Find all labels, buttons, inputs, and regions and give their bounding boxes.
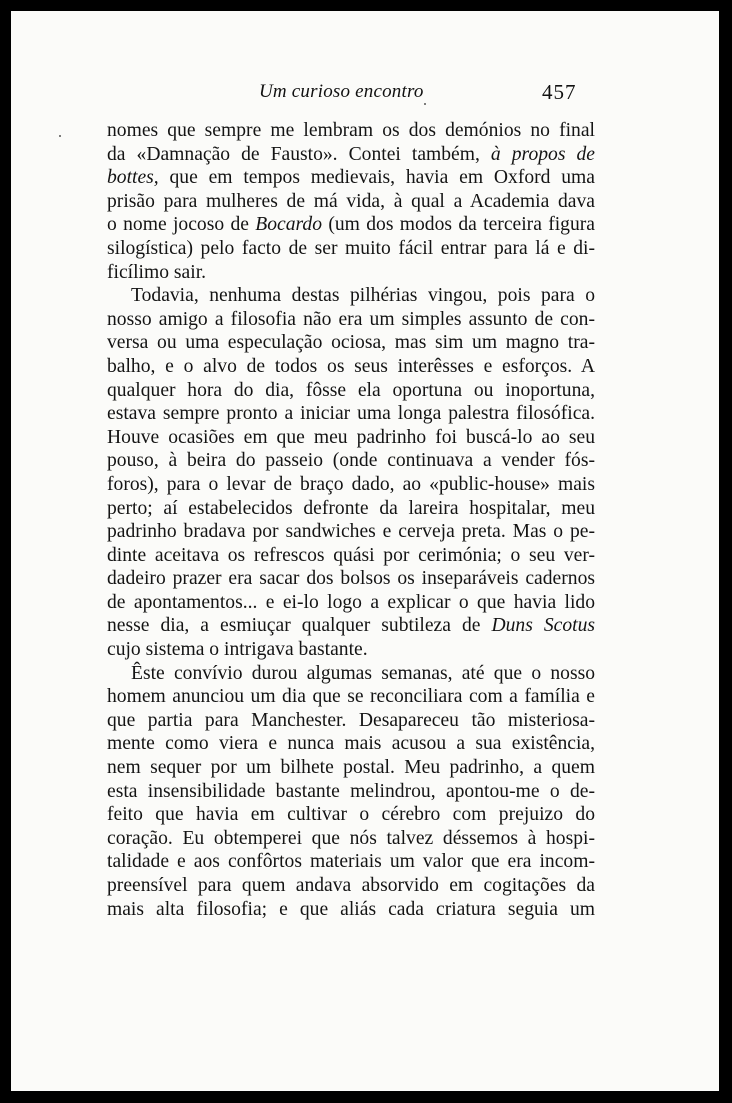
text-line: coração. Eu obtemperei que nós talvez déssemos à hospi- <box>107 827 595 849</box>
book-page <box>11 11 719 1091</box>
text-line: Houve ocasiões em que meu padrinho foi buscá-lo ao seu <box>107 426 595 448</box>
text-line: talidade e aos confôrtos materiais um valor que era incom- <box>107 851 595 873</box>
text-line: qualquer hora do dia, fôsse ela oportuna ou inoportuna, <box>107 379 595 401</box>
italic-phrase: Duns Scotus <box>491 615 595 637</box>
text-line: cujo sistema o intrigava bastante. <box>107 639 368 661</box>
italic-phrase: à propos de <box>490 143 595 165</box>
text-line: ficílimo sair. <box>107 261 207 283</box>
text-line: versa ou uma especulação ociosa, mas sim um magno tra- <box>107 332 595 354</box>
body-text <box>107 119 595 921</box>
italic-phrase: Bocardo <box>255 214 323 236</box>
text-line: pouso, à beira do passeio (onde continuava a vender fós- <box>107 450 595 472</box>
text-line: bottes, que em tempos medievais, havia em Oxford uma <box>107 167 595 189</box>
text-line: silogística) pelo facto de ser muito fácil entrar para lá e di- <box>107 237 595 259</box>
paragraph-first-line: Êste convívio durou algumas semanas, até que o nosso <box>131 662 595 684</box>
text-line: padrinho bradava por sandwiches e cerveja preta. Mas o pe- <box>107 521 595 543</box>
running-title: Um curioso encontro <box>259 81 424 102</box>
text-line: feito que havia em cultivar o cérebro com prejuizo do <box>107 804 595 826</box>
text-line: dadeiro prazer era sacar dos bolsos os inseparáveis cadernos <box>107 568 595 590</box>
text-line: prisão para mulheres de má vida, à qual a Academia dava <box>107 190 595 212</box>
running-header <box>11 77 719 107</box>
text-line: nem sequer por um bilhete postal. Meu padrinho, a quem <box>107 757 595 779</box>
text-line: esta insensibilidade bastante melindrou, apontou-me o de- <box>107 780 595 802</box>
text-line: nomes que sempre me lembram os dos demónios no final <box>107 120 595 141</box>
page-number: 457 <box>542 80 577 104</box>
text-line: foros), para o levar de braço dado, ao «public-house» mais <box>107 473 595 495</box>
text-line: estava sempre pronto a iniciar uma longa palestra filosófica. <box>107 403 595 425</box>
text-line: da «Damnação de Fausto». Contei também, à propos de <box>107 143 595 165</box>
text-line: preensível para quem andava absorvido em cogitações da <box>107 875 595 896</box>
paper-speck <box>59 135 61 137</box>
text-line: dinte aceitava os refrescos quási por cerimónia; o seu ver- <box>107 544 595 566</box>
text-line: que partia para Manchester. Desapareceu tão misteriosa- <box>107 709 595 731</box>
text-line: o nome jocoso de Bocardo (um dos modos da terceira figura <box>107 214 595 236</box>
text-line: nesse dia, a esmiuçar qualquer subtileza de Duns Scotus <box>107 615 595 637</box>
text-line: homem anunciou um dia que se reconciliara com a família e <box>107 686 595 708</box>
italic-phrase: bottes, <box>107 167 159 189</box>
paragraph-first-line: Todavia, nenhuma destas pilhérias vingou, pois para o <box>131 285 595 307</box>
text-line: mente como viera e nunca mais acusou a sua existência, <box>107 733 595 755</box>
text-line: balho, e o alvo de todos os seus interêsses e esforços. A <box>107 355 595 377</box>
text-line: de apontamentos... e ei-lo logo a explicar o que havia lido <box>107 591 595 613</box>
text-line: perto; aí estabelecidos defronte da lareira hospitalar, meu <box>107 497 595 519</box>
text-line: mais alta filosofia; e que aliás cada criatura seguia um <box>107 898 595 920</box>
text-line: nosso amigo a filosofia não era um simples assunto de con- <box>107 308 595 330</box>
